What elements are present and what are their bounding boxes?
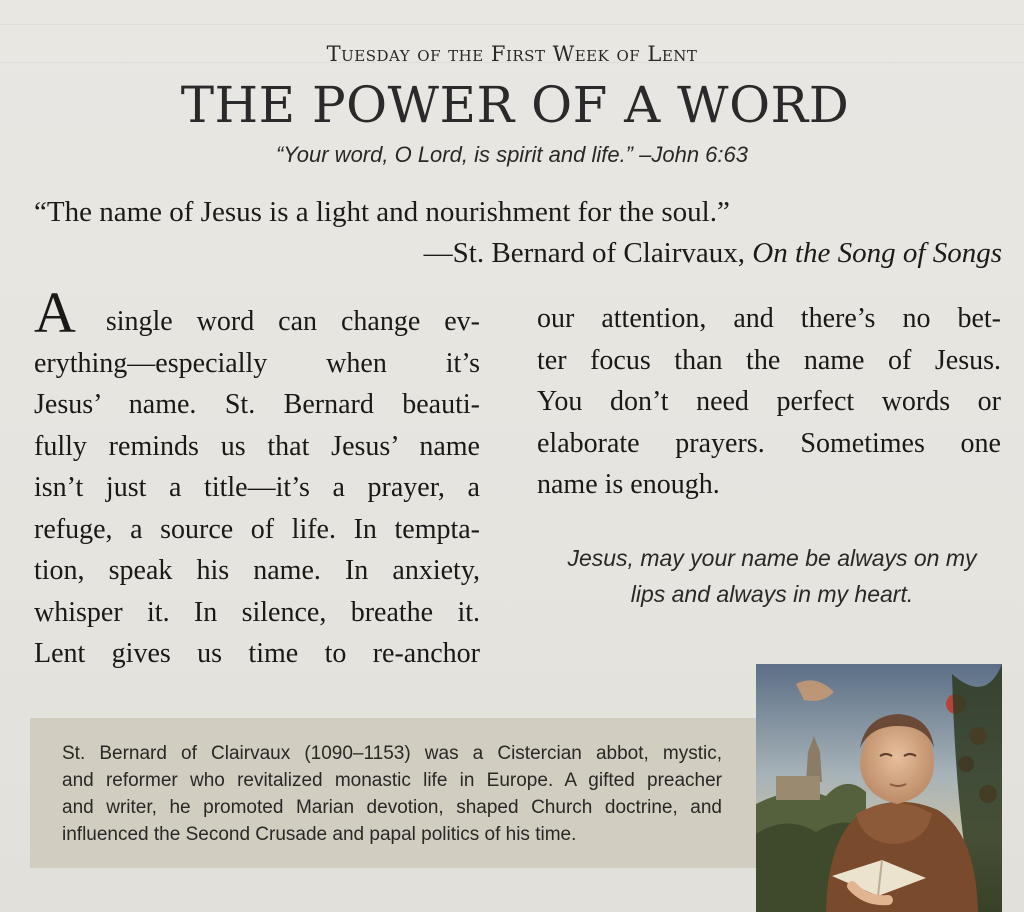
- day-label: Tuesday of the First Week of Lent: [326, 42, 698, 66]
- body-line: Jesus’ name. St. Bernard beauti-: [34, 389, 480, 420]
- bio-line: St. Bernard of Clairvaux (1090–1153) was a Cistercian abbot, mystic,: [62, 743, 722, 764]
- body-line: name is enough.: [537, 469, 720, 500]
- body-line: isn’t just a title—it’s a prayer, a: [34, 472, 480, 503]
- prayer-line: lips and always in my heart.: [630, 581, 914, 607]
- epigraph-work: On the Song of Songs: [752, 237, 1002, 269]
- body-line: [34, 280, 480, 345]
- body-line: Lent gives us time to re-anchor: [34, 638, 480, 669]
- body-column-right: [537, 298, 1001, 506]
- body-line: refuge, a source of life. In tempta-: [34, 513, 480, 545]
- bio-text: [62, 740, 722, 848]
- body-line: whisper it. In silence, breathe it.: [34, 596, 480, 628]
- body-line: tion, speak his name. In anxiety,: [34, 555, 480, 586]
- saint-bernard-portrait: [756, 664, 1002, 912]
- closing-prayer: [537, 540, 1007, 612]
- epigraph-author: —St. Bernard of Clairvaux,: [423, 237, 753, 269]
- scripture-verse: “Your word, O Lord, is spirit and life.” –John 6:63: [275, 142, 748, 167]
- drop-cap: A: [34, 280, 76, 345]
- prayer-line: Jesus, may your name be always on my: [567, 545, 977, 571]
- body-line: our attention, and there’s no bet-: [537, 303, 1001, 334]
- body-line: erything—especially when it’s: [34, 347, 480, 379]
- body-line-text: single word can change ev-: [81, 306, 480, 337]
- body-line: ter focus than the name of Jesus.: [537, 344, 1001, 376]
- body-line: fully reminds us that Jesus’ name: [34, 430, 480, 462]
- epigraph-quote: “The name of Jesus is a light and nourishment for the soul.”: [34, 196, 730, 228]
- body-column-left: [34, 280, 480, 675]
- bleed-through-line: [0, 24, 1024, 25]
- bio-line: and reformer who revitalized monastic life in Europe. A gifted preacher: [62, 770, 722, 791]
- body-line: You don’t need perfect words or: [537, 386, 1001, 417]
- page-title: THE POWER OF A WORD: [180, 76, 850, 134]
- portrait-illustration: [756, 664, 1002, 912]
- bio-line: and writer, he promoted Marian devotion, shaped Church doctrine, and: [62, 797, 722, 818]
- epigraph-attribution: [424, 237, 1002, 270]
- bio-line: influenced the Second Crusade and papal politics of his time.: [62, 824, 577, 845]
- body-line: elaborate prayers. Sometimes one: [537, 427, 1001, 459]
